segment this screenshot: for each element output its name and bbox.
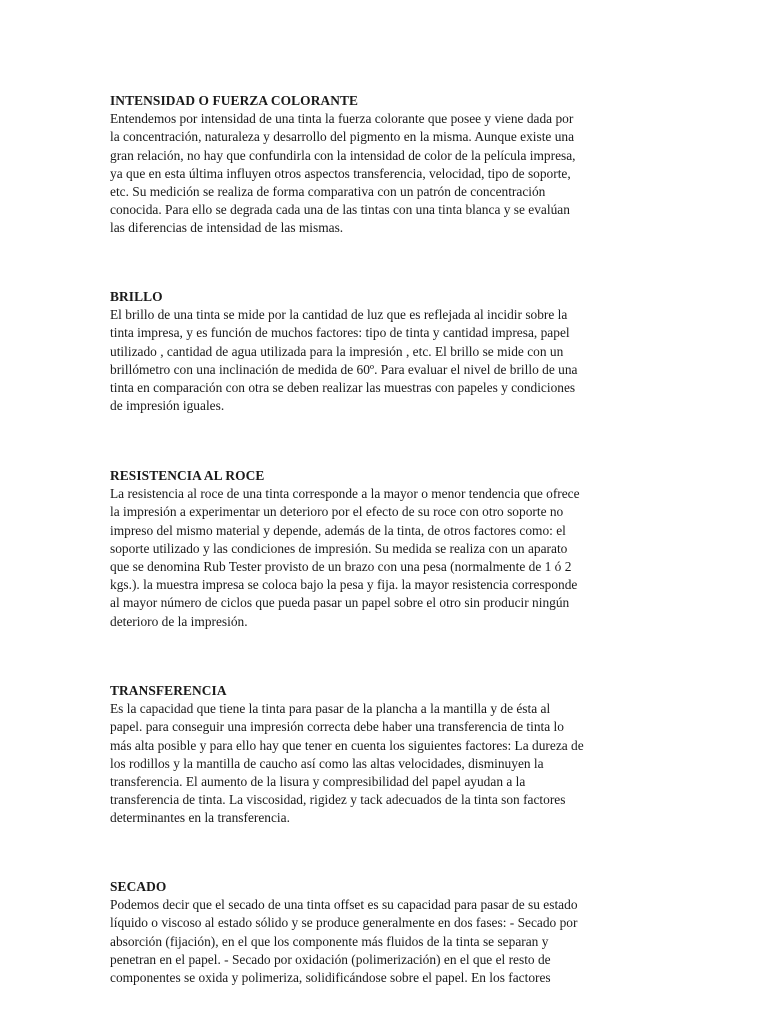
section-intensidad [110, 92, 662, 238]
section-paragraph: Entendemos por intensidad de una tinta la fuerza colorante que posee y viene dada por la concentración, naturaleza y desarrollo del pigmento en la misma. Aunque existe una gran relación, no hay que confundirla con la intensidad de color de la película impresa, ya que en esta última influyen otros aspectos transferencia, velocidad, tipo de soporte, etc. Su medición se realiza de forma comparativa con un patrón de concentración conocida. Para ello se degrada cada una de las tintas con una tinta blanca y se evalúan las diferencias de intensidad de las mismas. [110, 111, 576, 236]
document-page [110, 92, 662, 986]
section-heading: TRANSFERENCIA [110, 683, 227, 698]
section-paragraph: Es la capacidad que tiene la tinta para pasar de la plancha a la mantilla y de ésta al papel. para conseguir una impresión correcta debe haber una transferencia de tinta lo más alta posible y para ello hay que tener en cuenta los siguientes factores: La dureza de los rodillos y la mantilla de caucho así como las altas velocidades, disminuyen la transferencia. El aumento de la lisura y compresibilidad del papel ayudan a la transferencia de tinta. La viscosidad, rigidez y tack adecuados de la tinta son factores determinantes en la transferencia. [110, 701, 584, 826]
section-paragraph: La resistencia al roce de una tinta corresponde a la mayor o menor tendencia que ofrece la impresión a experimentar un deterioro por el efecto de su roce con otro soporte no impreso del mismo material y depende, además de la tinta, de otros factores como: el soporte utilizado y las condiciones de impresión. Su medida se realiza con un aparato que se denomina Rub Tester provisto de un brazo con una pesa (normalmente de 1 ó 2 kgs.). la muestra impresa se coloca bajo la pesa y fija. la mayor resistencia corresponde al mayor número de ciclos que pueda pasar un papel sobre el otro sin producir ningún deterioro de la impresión. [110, 486, 580, 629]
section-heading: INTENSIDAD O FUERZA COLORANTE [110, 93, 359, 108]
section-heading: SECADO [110, 879, 167, 894]
section-resistencia-al-roce [110, 467, 662, 631]
section-transferencia [110, 682, 662, 828]
section-paragraph: Podemos decir que el secado de una tinta offset es su capacidad para pasar de su estado líquido o viscoso al estado sólido y se produce generalmente en dos fases: - Secado por absorción (fijación), en el que los componente más fluidos de la tinta se separan y penetran en el papel. - Secado por oxidación (polimerización) en el que el resto de componentes se oxida y polimeriza, solidificándose sobre el papel. En los factores [110, 897, 578, 986]
section-brillo [110, 288, 662, 415]
section-heading: RESISTENCIA AL ROCE [110, 468, 265, 483]
section-heading: BRILLO [110, 289, 163, 304]
section-secado [110, 878, 662, 987]
section-paragraph: El brillo de una tinta se mide por la cantidad de luz que es reflejada al incidir sobre la tinta impresa, y es función de muchos factores: tipo de tinta y cantidad impresa, papel utilizado , cantidad de agua utilizada para la impresión , etc. El brillo se mide con un brillómetro con una inclinación de medida de 60º. Para evaluar el nivel de brillo de una tinta en comparación con otra se deben realizar las muestras con papeles y condiciones de impresión iguales. [110, 307, 578, 414]
